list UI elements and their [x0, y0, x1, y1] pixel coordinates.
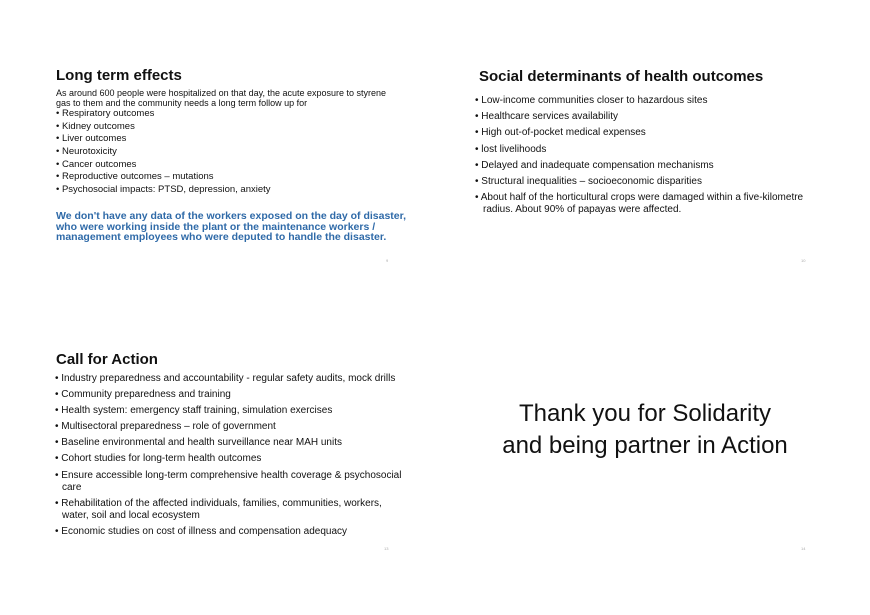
- list-item: • Healthcare services availability: [475, 111, 619, 123]
- list-item: • Ensure accessible long-term comprehensive health coverage & psychosocial care: [55, 469, 402, 493]
- bullet-list: [475, 95, 805, 220]
- bullet-list: [55, 373, 405, 542]
- list-item: • Cancer outcomes: [56, 158, 137, 170]
- list-item: • Community preparedness and training: [55, 389, 231, 401]
- list-item: • Baseline environmental and health surveillance near MAH units: [55, 437, 342, 449]
- slide-thank-you: [470, 345, 815, 555]
- list-item: • About half of the horticultural crops were damaged within a five-kilometre radius. About 90% of papayas were affected.: [475, 192, 804, 216]
- slide-title: Long term effects: [56, 67, 182, 84]
- slide-long-term-effects: [50, 62, 410, 267]
- slide-social-determinants: [470, 62, 815, 267]
- bullet-list: [56, 108, 271, 197]
- slide-title: Social determinants of health outcomes: [479, 68, 764, 85]
- list-item: • lost livelihoods: [475, 143, 547, 155]
- thank-you-line-2: and being partner in Action: [502, 432, 788, 459]
- list-item: • Cohort studies for long-term health outcomes: [55, 453, 262, 465]
- list-item: • Respiratory outcomes: [56, 108, 155, 119]
- list-item: • Economic studies on cost of illness and compensation adequacy: [55, 525, 348, 537]
- slide-call-for-action: [50, 345, 405, 555]
- list-item: • Health system: emergency staff training, simulation exercises: [55, 405, 333, 417]
- page-number: 9: [386, 258, 389, 263]
- list-item: • Structural inequalities – socioeconomic disparities: [475, 175, 702, 187]
- intro-text: As around 600 people were hospitalized on that day, the acute exposure to styrene gas to them and the community needs a long term follow up for: [56, 88, 387, 108]
- list-item: • Delayed and inadequate compensation mechanisms: [475, 159, 714, 171]
- list-item: • Industry preparedness and accountability - regular safety audits, mock drills: [55, 373, 396, 384]
- page-number: 14: [801, 546, 806, 551]
- list-item: • Rehabilitation of the affected individuals, families, communities, workers, water, soil and local ecosystem: [55, 497, 382, 521]
- list-item: • Multisectoral preparedness – role of government: [55, 421, 276, 433]
- thank-you-message: [470, 398, 820, 462]
- list-item: • Kidney outcomes: [56, 120, 135, 132]
- slide-title: Call for Action: [56, 351, 158, 368]
- highlight-note: We don't have any data of the workers exposed on the day of disaster, who were working inside the plant or the maintenance workers / management employees who were deputed to handle the disaster.: [56, 210, 407, 243]
- list-item: • Neurotoxicity: [56, 146, 117, 158]
- list-item: • Liver outcomes: [56, 133, 127, 145]
- thank-you-line-1: Thank you for Solidarity: [518, 400, 772, 427]
- page-number: 10: [801, 258, 806, 263]
- list-item: • High out-of-pocket medical expenses: [475, 127, 646, 139]
- list-item: • Psychosocial impacts: PTSD, depression, anxiety: [56, 184, 271, 196]
- page-number: 13: [384, 546, 389, 551]
- list-item: • Reproductive outcomes – mutations: [56, 171, 214, 183]
- list-item: • Low-income communities closer to hazardous sites: [475, 95, 708, 106]
